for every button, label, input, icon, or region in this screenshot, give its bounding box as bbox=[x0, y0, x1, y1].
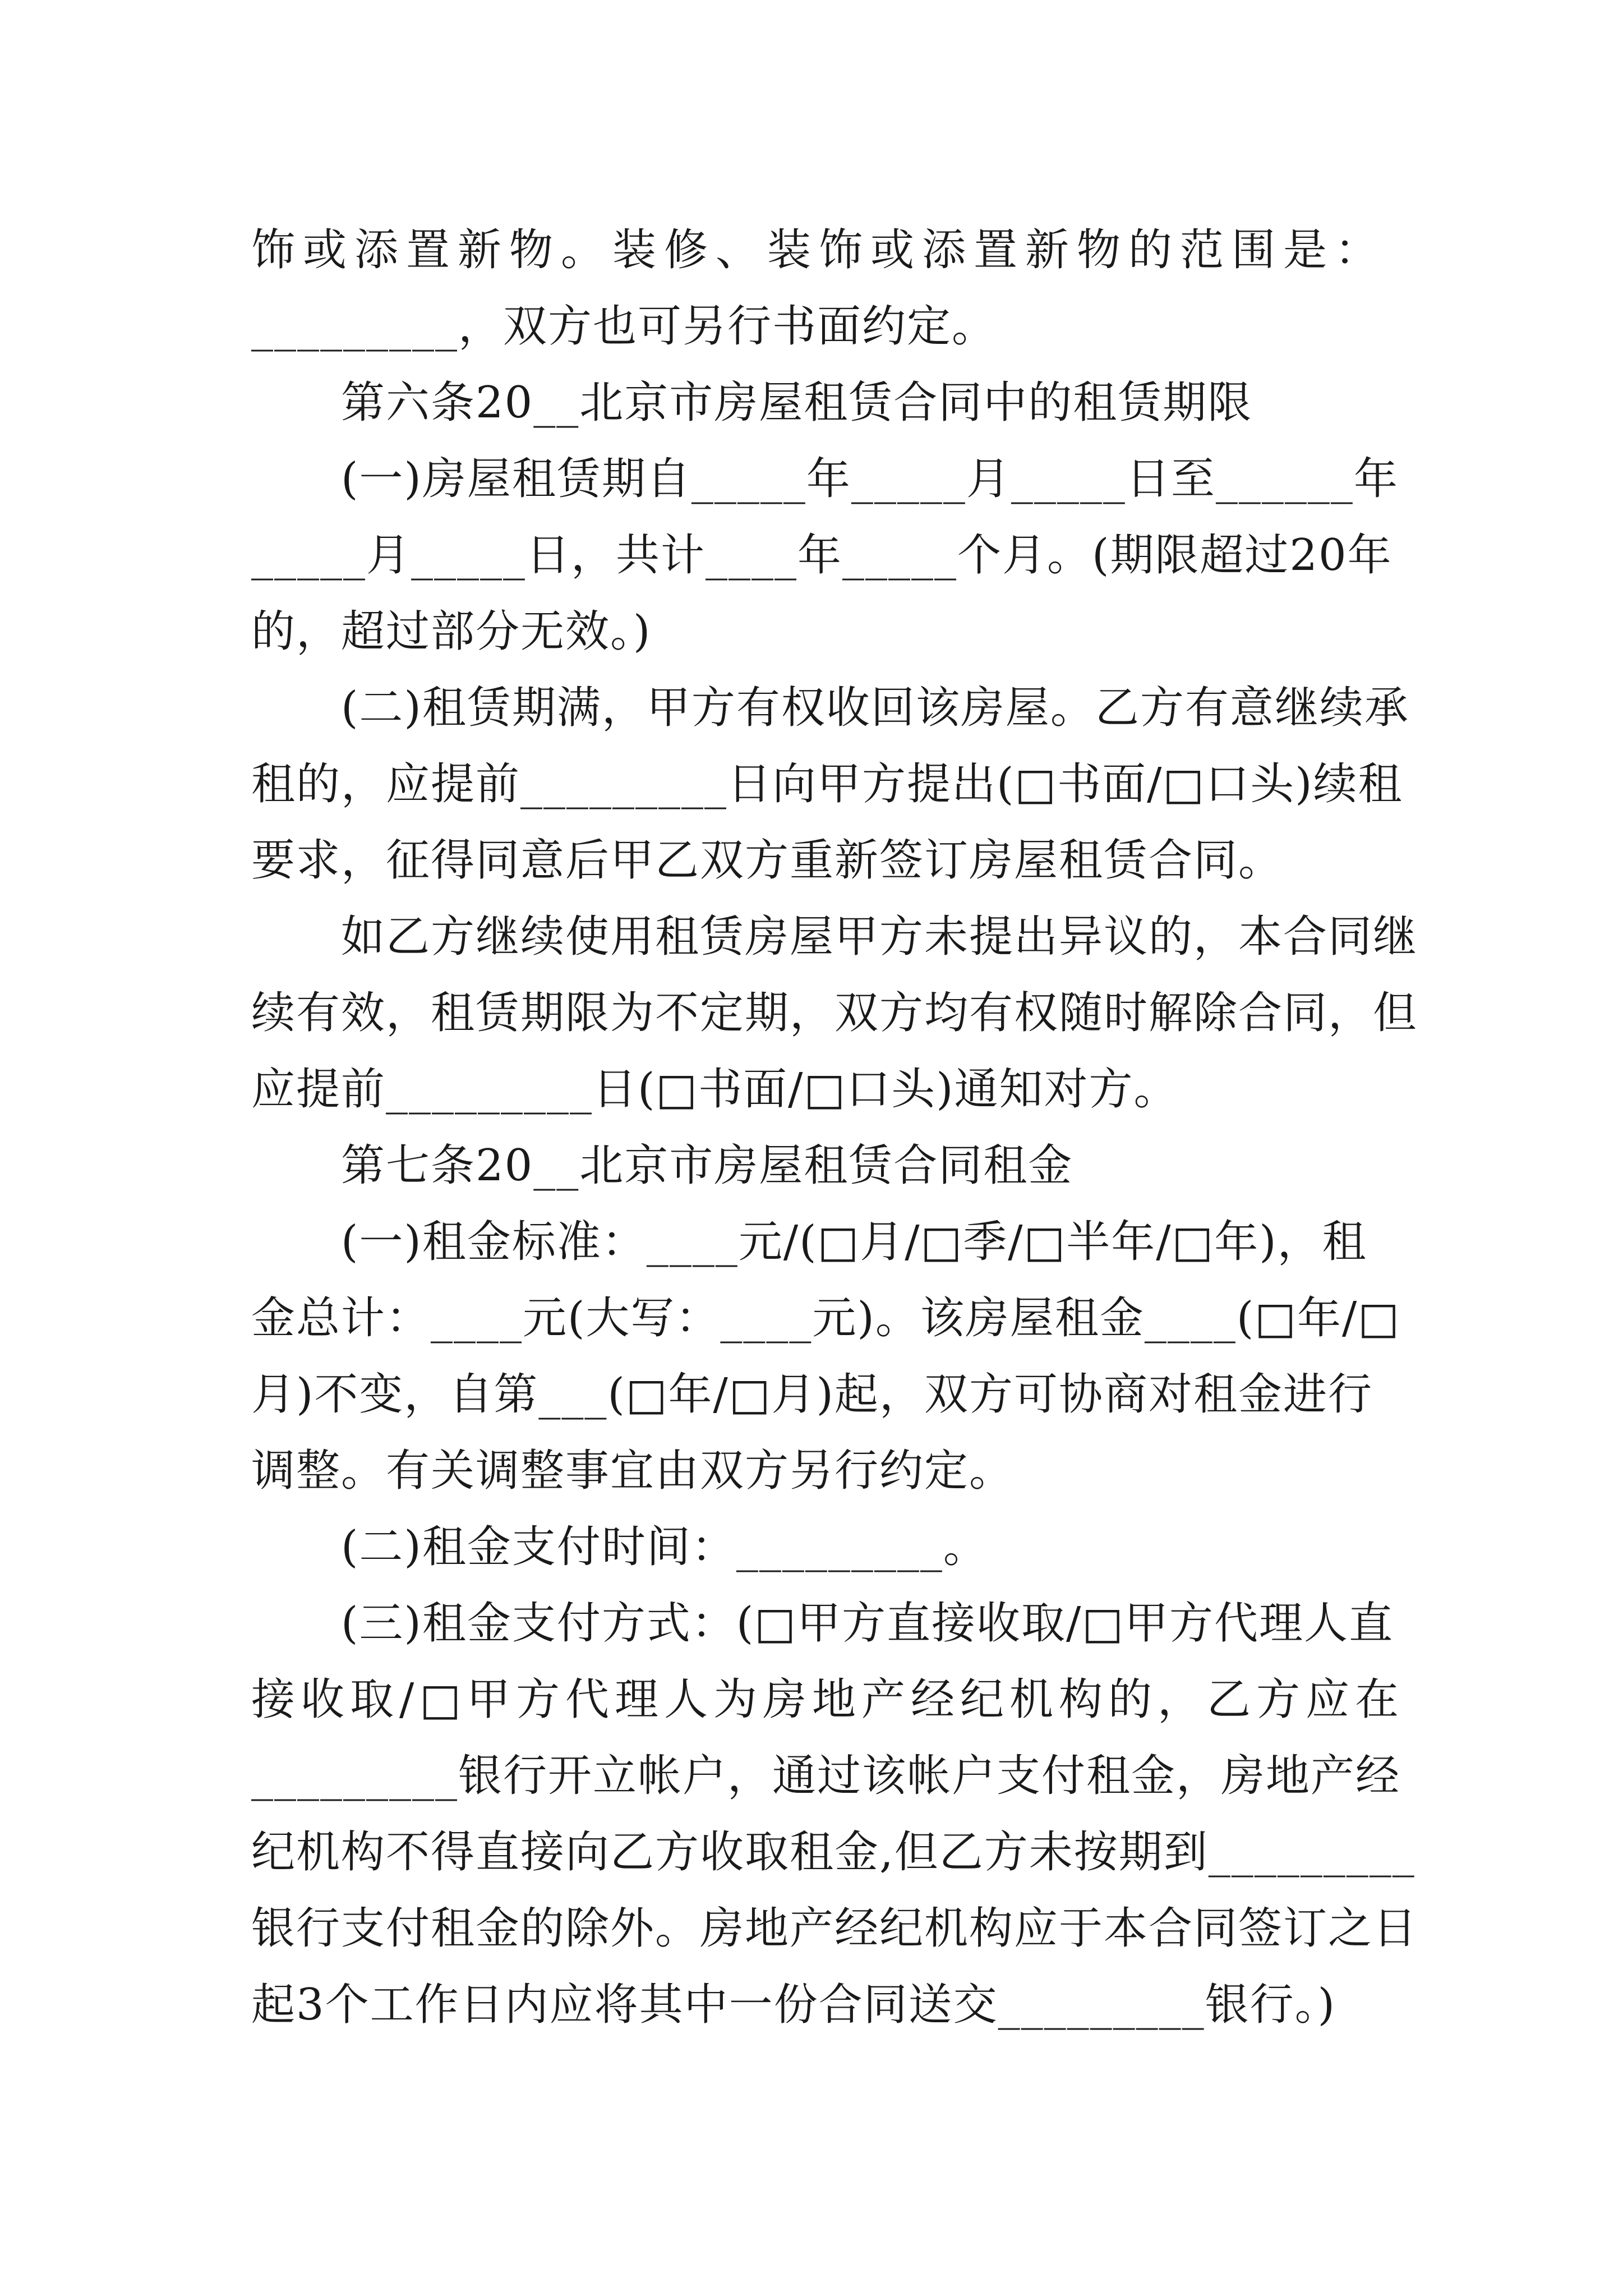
text-line: 接收取/□甲方代理人为房地产经纪机构的，乙方应在 bbox=[251, 1674, 1404, 1725]
text-line: 第六条20__北京市房屋租赁合同中的租赁期限 bbox=[341, 378, 1253, 428]
text-line: (二)租金支付时间：_________。 bbox=[341, 1522, 988, 1572]
document-page bbox=[251, 212, 1418, 2043]
text-line: 如乙方继续使用租赁房屋甲方未提出异议的，本合同继 bbox=[341, 912, 1418, 962]
text-line: (一)房屋租赁期自_____年_____月_____日至______年 bbox=[341, 454, 1399, 504]
text-line: _________，双方也可另行书面约定。 bbox=[251, 301, 997, 352]
text-line: (二)租赁期满，甲方有权收回该房屋。乙方有意继续承 bbox=[341, 683, 1409, 733]
text-line: 金总计：____元(大写：____元)。该房屋租金____(□年/□ bbox=[251, 1293, 1400, 1343]
text-line: 起3个工作日内应将其中一份合同送交_________银行。) bbox=[251, 1980, 1336, 2030]
text-line: (三)租金支付方式：(□甲方直接收取/□甲方代理人直 bbox=[341, 1598, 1394, 1649]
text-line: 月)不变，自第___(□年/□月)起，双方可协商对租金进行 bbox=[251, 1369, 1373, 1420]
text-line: _________银行开立帐户，通过该帐户支付租金，房地产经 bbox=[251, 1751, 1401, 1801]
text-line: 要求，征得同意后甲乙双方重新签订房屋租赁合同。 bbox=[251, 835, 1284, 886]
text-line: 续有效，租赁期限为不定期，双方均有权随时解除合同，但 bbox=[251, 988, 1418, 1038]
text-line: 第七条20__北京市房屋租赁合同租金 bbox=[341, 1140, 1073, 1191]
text-line: (一)租金标准：____元/(□月/□季/□半年/□年)，租 bbox=[341, 1217, 1367, 1267]
text-line: 纪机构不得直接向乙方收取租金,但乙方未按期到_________ bbox=[251, 1827, 1415, 1878]
text-line: 租的，应提前_________日向甲方提出(□书面/□口头)续租 bbox=[251, 759, 1403, 809]
text-line: 饰或添置新物。装修、装饰或添置新物的范围是： bbox=[251, 225, 1387, 275]
text-line: 的，超过部分无效。) bbox=[251, 606, 652, 657]
text-line: 银行支付租金的除外。房地产经纪机构应于本合同签订之日 bbox=[251, 1903, 1418, 1954]
text-line: _____月_____日，共计____年_____个月。(期限超过20年 bbox=[251, 530, 1393, 581]
text-line: 调整。有关调整事宜由双方另行约定。 bbox=[251, 1446, 1015, 1496]
text-line: 应提前_________日(□书面/□口头)通知对方。 bbox=[251, 1064, 1179, 1115]
